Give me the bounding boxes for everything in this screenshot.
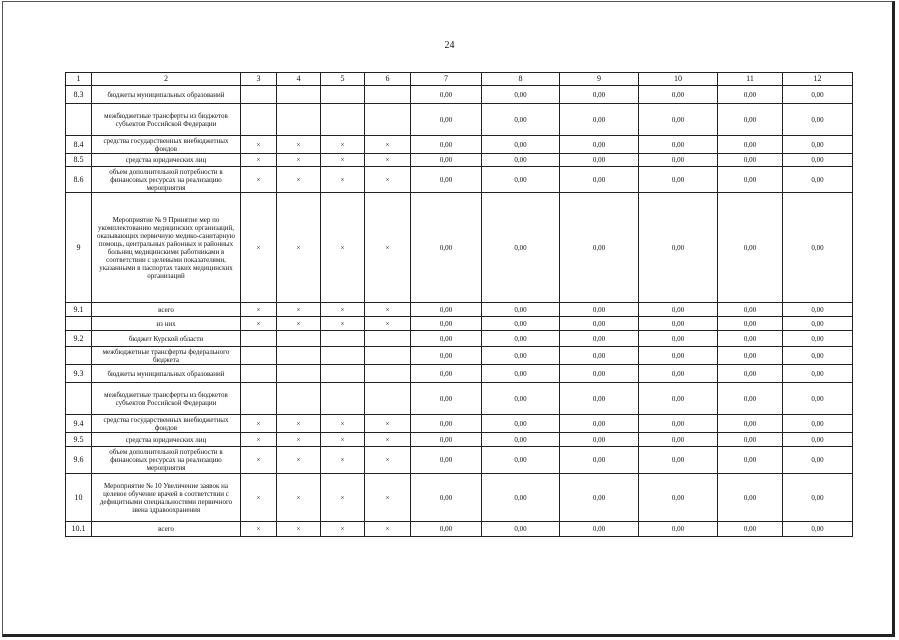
table-row — [66, 433, 853, 447]
value-cell: 0,00 — [639, 447, 718, 474]
mark-cell: × — [321, 447, 365, 474]
value-cell: 0,00 — [639, 193, 718, 303]
mark-cell — [365, 347, 411, 365]
value-cell: 0,00 — [718, 317, 783, 331]
value-cell: 0,00 — [482, 104, 560, 136]
value-cell: 0,00 — [783, 433, 853, 447]
column-header: 10 — [639, 73, 718, 86]
column-header: 2 — [92, 73, 241, 86]
value-cell: 0,00 — [718, 104, 783, 136]
value-cell: 0,00 — [560, 331, 639, 347]
mark-cell: × — [277, 136, 321, 154]
row-number-cell: 8.6 — [66, 167, 92, 193]
value-cell: 0,00 — [718, 193, 783, 303]
value-cell: 0,00 — [718, 474, 783, 522]
value-cell: 0,00 — [718, 154, 783, 167]
row-name-cell: межбюджетные трансферты из бюджетов субъектов Российской Федерации — [92, 104, 241, 136]
table-row — [66, 522, 853, 537]
mark-cell: × — [365, 154, 411, 167]
mark-cell — [365, 365, 411, 383]
value-cell: 0,00 — [411, 347, 482, 365]
row-number-cell: 8.5 — [66, 154, 92, 167]
mark-cell: × — [241, 317, 277, 331]
mark-cell: × — [365, 447, 411, 474]
value-cell: 0,00 — [411, 154, 482, 167]
mark-cell — [365, 86, 411, 104]
value-cell: 0,00 — [411, 303, 482, 317]
value-cell: 0,00 — [718, 383, 783, 415]
mark-cell — [321, 86, 365, 104]
mark-cell: × — [241, 474, 277, 522]
row-name-cell: объем дополнительной потребности в финансовых ресурсах на реализацию мероприятия — [92, 167, 241, 193]
mark-cell: × — [241, 433, 277, 447]
table-row — [66, 365, 853, 383]
row-number-cell: 9.2 — [66, 331, 92, 347]
value-cell: 0,00 — [718, 415, 783, 433]
value-cell: 0,00 — [718, 433, 783, 447]
value-cell: 0,00 — [639, 136, 718, 154]
value-cell: 0,00 — [560, 86, 639, 104]
row-name-cell: из них — [92, 317, 241, 331]
table-row — [66, 317, 853, 331]
value-cell: 0,00 — [482, 447, 560, 474]
value-cell: 0,00 — [639, 154, 718, 167]
value-cell: 0,00 — [560, 193, 639, 303]
value-cell: 0,00 — [783, 365, 853, 383]
value-cell: 0,00 — [411, 474, 482, 522]
value-cell: 0,00 — [411, 522, 482, 537]
row-number-cell — [66, 317, 92, 331]
value-cell: 0,00 — [482, 317, 560, 331]
value-cell: 0,00 — [411, 365, 482, 383]
table-row — [66, 167, 853, 193]
value-cell: 0,00 — [560, 415, 639, 433]
value-cell: 0,00 — [783, 86, 853, 104]
row-name-cell: бюджет Курской области — [92, 331, 241, 347]
mark-cell: × — [321, 433, 365, 447]
column-header: 6 — [365, 73, 411, 86]
row-number-cell — [66, 347, 92, 365]
value-cell: 0,00 — [482, 365, 560, 383]
value-cell: 0,00 — [783, 317, 853, 331]
value-cell: 0,00 — [783, 474, 853, 522]
mark-cell: × — [365, 522, 411, 537]
mark-cell: × — [321, 154, 365, 167]
mark-cell: × — [277, 193, 321, 303]
value-cell: 0,00 — [560, 433, 639, 447]
value-cell: 0,00 — [718, 447, 783, 474]
table-row — [66, 474, 853, 522]
value-cell: 0,00 — [482, 167, 560, 193]
mark-cell: × — [241, 193, 277, 303]
value-cell: 0,00 — [560, 522, 639, 537]
value-cell: 0,00 — [718, 365, 783, 383]
row-number-cell — [66, 383, 92, 415]
column-header: 12 — [783, 73, 853, 86]
row-number-cell: 10.1 — [66, 522, 92, 537]
mark-cell — [241, 86, 277, 104]
row-name-cell: объем дополнительной потребности в финансовых ресурсах на реализацию мероприятия — [92, 447, 241, 474]
value-cell: 0,00 — [639, 415, 718, 433]
value-cell: 0,00 — [560, 154, 639, 167]
mark-cell — [241, 347, 277, 365]
mark-cell — [321, 383, 365, 415]
row-name-cell: межбюджетные трансферты из бюджетов субъектов Российской Федерации — [92, 383, 241, 415]
mark-cell: × — [321, 415, 365, 433]
value-cell: 0,00 — [639, 331, 718, 347]
column-header: 8 — [482, 73, 560, 86]
value-cell: 0,00 — [411, 136, 482, 154]
mark-cell — [241, 104, 277, 136]
value-cell: 0,00 — [482, 86, 560, 104]
value-cell: 0,00 — [783, 415, 853, 433]
mark-cell: × — [241, 136, 277, 154]
value-cell: 0,00 — [560, 365, 639, 383]
table-row — [66, 86, 853, 104]
value-cell: 0,00 — [560, 347, 639, 365]
column-header: 9 — [560, 73, 639, 86]
value-cell: 0,00 — [783, 331, 853, 347]
row-name-cell: бюджеты муниципальных образований — [92, 365, 241, 383]
value-cell: 0,00 — [411, 383, 482, 415]
value-cell: 0,00 — [639, 347, 718, 365]
row-number-cell: 8.3 — [66, 86, 92, 104]
row-name-cell: всего — [92, 522, 241, 537]
table-row — [66, 415, 853, 433]
mark-cell — [241, 365, 277, 383]
mark-cell: × — [321, 193, 365, 303]
value-cell: 0,00 — [411, 317, 482, 331]
row-number-cell: 9.4 — [66, 415, 92, 433]
mark-cell — [277, 365, 321, 383]
page-number: 24 — [444, 40, 455, 51]
row-number-cell: 10 — [66, 474, 92, 522]
value-cell: 0,00 — [411, 447, 482, 474]
mark-cell: × — [365, 193, 411, 303]
value-cell: 0,00 — [783, 303, 853, 317]
row-name-cell: Мероприятие № 9 Принятие мер по укомплектованию медицинских организаций, оказывающих первичную медико-санитарную помощь, центральных районных и районных больниц медицинскими работниками в соответствии с целевыми показателями, указанными в паспортах таких медицинских организаций — [92, 193, 241, 303]
value-cell: 0,00 — [411, 104, 482, 136]
value-cell: 0,00 — [783, 383, 853, 415]
value-cell: 0,00 — [783, 193, 853, 303]
table-row — [66, 347, 853, 365]
value-cell: 0,00 — [411, 331, 482, 347]
row-number-cell — [66, 104, 92, 136]
row-number-cell: 9.6 — [66, 447, 92, 474]
value-cell: 0,00 — [411, 167, 482, 193]
value-cell: 0,00 — [560, 317, 639, 331]
value-cell: 0,00 — [783, 154, 853, 167]
table-row — [66, 331, 853, 347]
row-name-cell: межбюджетные трансферты федерального бюджета — [92, 347, 241, 365]
mark-cell: × — [277, 415, 321, 433]
value-cell: 0,00 — [482, 522, 560, 537]
row-name-cell: Мероприятие № 10 Увеличение заявок на целевое обучение врачей в соответствии с дефицитными специальностями первичного звена здравоохранения — [92, 474, 241, 522]
value-cell: 0,00 — [718, 522, 783, 537]
column-header: 7 — [411, 73, 482, 86]
mark-cell: × — [365, 317, 411, 331]
value-cell: 0,00 — [783, 104, 853, 136]
row-name-cell: бюджеты муниципальных образований — [92, 86, 241, 104]
value-cell: 0,00 — [639, 522, 718, 537]
value-cell: 0,00 — [482, 474, 560, 522]
mark-cell: × — [321, 303, 365, 317]
value-cell: 0,00 — [482, 433, 560, 447]
value-cell: 0,00 — [639, 433, 718, 447]
value-cell: 0,00 — [718, 303, 783, 317]
column-header: 3 — [241, 73, 277, 86]
mark-cell — [277, 383, 321, 415]
row-name-cell: средства юридических лиц — [92, 154, 241, 167]
mark-cell — [321, 365, 365, 383]
value-cell: 0,00 — [718, 167, 783, 193]
mark-cell: × — [277, 522, 321, 537]
mark-cell: × — [277, 317, 321, 331]
value-cell: 0,00 — [639, 474, 718, 522]
mark-cell: × — [365, 136, 411, 154]
mark-cell: × — [321, 136, 365, 154]
mark-cell: × — [277, 474, 321, 522]
value-cell: 0,00 — [639, 167, 718, 193]
mark-cell: × — [277, 447, 321, 474]
table-row — [66, 154, 853, 167]
mark-cell — [277, 104, 321, 136]
table-row — [66, 104, 853, 136]
row-name-cell: всего — [92, 303, 241, 317]
mark-cell — [365, 383, 411, 415]
mark-cell — [277, 331, 321, 347]
mark-cell: × — [241, 154, 277, 167]
value-cell: 0,00 — [718, 347, 783, 365]
mark-cell — [321, 331, 365, 347]
budget-table — [65, 72, 853, 537]
table-row — [66, 447, 853, 474]
value-cell: 0,00 — [783, 136, 853, 154]
row-number-cell: 9.5 — [66, 433, 92, 447]
mark-cell: × — [277, 154, 321, 167]
mark-cell: × — [321, 522, 365, 537]
value-cell: 0,00 — [560, 167, 639, 193]
mark-cell: × — [277, 167, 321, 193]
column-header: 11 — [718, 73, 783, 86]
mark-cell — [365, 104, 411, 136]
row-name-cell: средства юридических лиц — [92, 433, 241, 447]
value-cell: 0,00 — [482, 193, 560, 303]
value-cell: 0,00 — [639, 104, 718, 136]
value-cell: 0,00 — [482, 383, 560, 415]
mark-cell: × — [321, 474, 365, 522]
value-cell: 0,00 — [639, 365, 718, 383]
mark-cell: × — [277, 433, 321, 447]
mark-cell — [241, 331, 277, 347]
value-cell: 0,00 — [482, 415, 560, 433]
column-header-row — [66, 73, 853, 86]
value-cell: 0,00 — [411, 415, 482, 433]
value-cell: 0,00 — [482, 303, 560, 317]
value-cell: 0,00 — [783, 347, 853, 365]
mark-cell: × — [277, 303, 321, 317]
mark-cell — [321, 104, 365, 136]
value-cell: 0,00 — [783, 522, 853, 537]
value-cell: 0,00 — [560, 447, 639, 474]
mark-cell — [321, 347, 365, 365]
column-header: 4 — [277, 73, 321, 86]
row-name-cell: средства государственных внебюджетных фондов — [92, 415, 241, 433]
value-cell: 0,00 — [560, 136, 639, 154]
value-cell: 0,00 — [411, 193, 482, 303]
value-cell: 0,00 — [411, 433, 482, 447]
value-cell: 0,00 — [639, 383, 718, 415]
mark-cell: × — [241, 522, 277, 537]
row-number-cell: 9.3 — [66, 365, 92, 383]
value-cell: 0,00 — [639, 317, 718, 331]
mark-cell: × — [321, 167, 365, 193]
mark-cell: × — [365, 474, 411, 522]
table-row — [66, 136, 853, 154]
value-cell: 0,00 — [482, 154, 560, 167]
column-header: 5 — [321, 73, 365, 86]
value-cell: 0,00 — [482, 331, 560, 347]
mark-cell — [277, 347, 321, 365]
value-cell: 0,00 — [482, 136, 560, 154]
mark-cell — [277, 86, 321, 104]
mark-cell: × — [321, 317, 365, 331]
value-cell: 0,00 — [639, 86, 718, 104]
value-cell: 0,00 — [560, 383, 639, 415]
value-cell: 0,00 — [482, 347, 560, 365]
mark-cell: × — [241, 415, 277, 433]
mark-cell: × — [241, 447, 277, 474]
table-row — [66, 193, 853, 303]
value-cell: 0,00 — [718, 136, 783, 154]
mark-cell: × — [241, 303, 277, 317]
value-cell: 0,00 — [560, 104, 639, 136]
mark-cell: × — [241, 167, 277, 193]
mark-cell: × — [365, 167, 411, 193]
row-number-cell: 8.4 — [66, 136, 92, 154]
table-row — [66, 303, 853, 317]
value-cell: 0,00 — [560, 303, 639, 317]
row-number-cell: 9 — [66, 193, 92, 303]
value-cell: 0,00 — [411, 86, 482, 104]
value-cell: 0,00 — [718, 331, 783, 347]
mark-cell — [365, 331, 411, 347]
value-cell: 0,00 — [783, 167, 853, 193]
row-name-cell: средства государственных внебюджетных фондов — [92, 136, 241, 154]
value-cell: 0,00 — [639, 303, 718, 317]
mark-cell: × — [365, 303, 411, 317]
value-cell: 0,00 — [560, 474, 639, 522]
table-row — [66, 383, 853, 415]
mark-cell: × — [365, 433, 411, 447]
mark-cell — [241, 383, 277, 415]
value-cell: 0,00 — [718, 86, 783, 104]
mark-cell: × — [365, 415, 411, 433]
row-number-cell: 9.1 — [66, 303, 92, 317]
column-header: 1 — [66, 73, 92, 86]
value-cell: 0,00 — [783, 447, 853, 474]
